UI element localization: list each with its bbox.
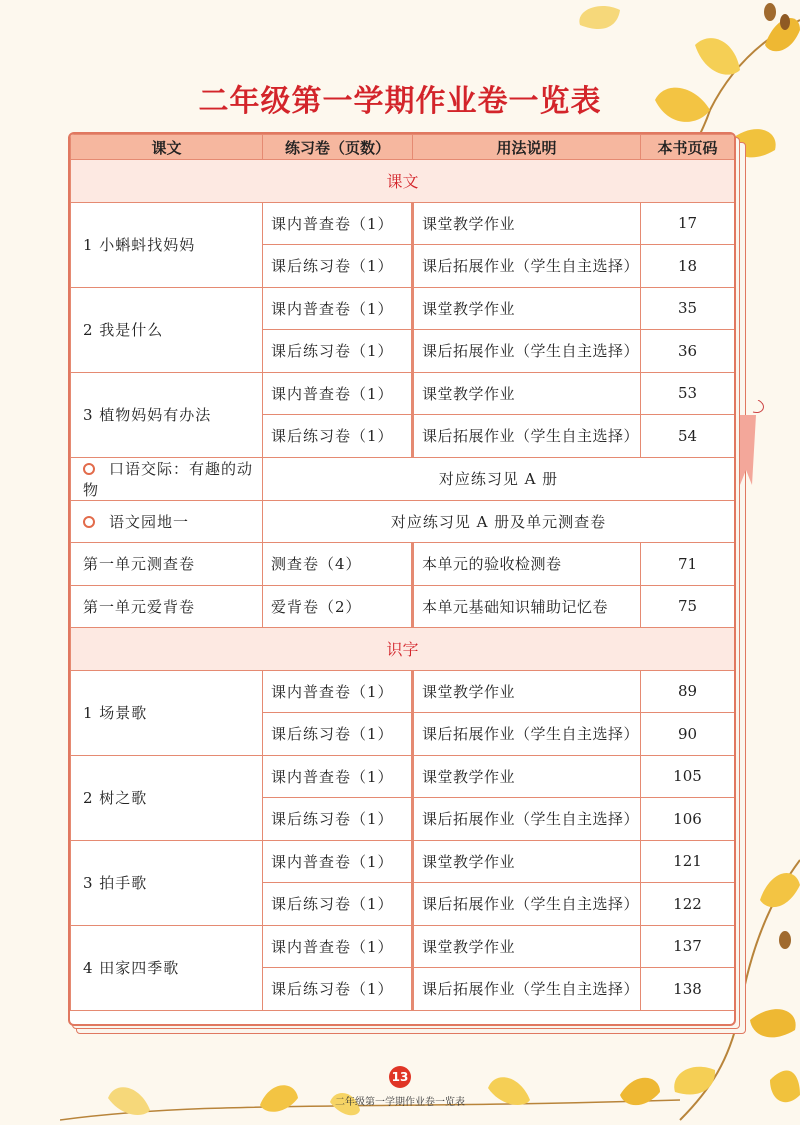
assignment-table-container (68, 132, 736, 1026)
exercise-cell: 课后练习卷（1） (263, 883, 413, 926)
exercise-cell: 课后练习卷（1） (263, 415, 413, 458)
page-cell: 53 (641, 372, 735, 415)
circle-bullet-icon (83, 463, 95, 475)
section-title: 识字 (71, 628, 735, 671)
usage-cell: 课堂教学作业 (413, 925, 641, 968)
usage-cell: 课堂教学作业 (413, 840, 641, 883)
page-cell: 106 (641, 798, 735, 841)
table-row (71, 202, 735, 245)
table-row (71, 755, 735, 798)
header-lesson: 课文 (71, 135, 263, 160)
usage-cell: 课后拓展作业（学生自主选择） (413, 968, 641, 1011)
section-row-kewen (71, 160, 735, 203)
exercise-cell: 课内普查卷（1） (263, 840, 413, 883)
note-row (71, 457, 735, 500)
exercise-cell: 爱背卷（2） (263, 585, 413, 628)
usage-cell: 课后拓展作业（学生自主选择） (413, 713, 641, 756)
page-cell: 35 (641, 287, 735, 330)
ginkgo-leaves-bottom-decoration (60, 1040, 680, 1125)
usage-cell: 课后拓展作业（学生自主选择） (413, 245, 641, 288)
header-usage: 用法说明 (413, 135, 641, 160)
lesson-name: 2 我是什么 (71, 287, 263, 372)
usage-cell: 本单元的验收检测卷 (413, 543, 641, 586)
page-cell: 75 (641, 585, 735, 628)
section-title: 课文 (71, 160, 735, 203)
usage-cell: 课后拓展作业（学生自主选择） (413, 883, 641, 926)
exercise-cell: 课后练习卷（1） (263, 245, 413, 288)
usage-cell: 本单元基础知识辅助记忆卷 (413, 585, 641, 628)
usage-cell: 课堂教学作业 (413, 372, 641, 415)
exercise-cell: 课内普查卷（1） (263, 287, 413, 330)
table-row (71, 925, 735, 968)
unit-name: 第一单元爱背卷 (71, 585, 263, 628)
page-cell: 137 (641, 925, 735, 968)
exercise-cell: 课后练习卷（1） (263, 798, 413, 841)
page-cell: 71 (641, 543, 735, 586)
page-cell: 105 (641, 755, 735, 798)
exercise-cell: 课内普查卷（1） (263, 670, 413, 713)
exercise-cell: 测查卷（4） (263, 543, 413, 586)
bookmark-tag-decoration (738, 400, 768, 490)
page-cell: 122 (641, 883, 735, 926)
lesson-name: 3 拍手歌 (71, 840, 263, 925)
lesson-name: 1 小蝌蚪找妈妈 (71, 202, 263, 287)
page-footer: 二年级第一学期作业卷一览表 (335, 1097, 465, 1108)
lesson-name: 1 场景歌 (71, 670, 263, 755)
exercise-cell: 课后练习卷（1） (263, 968, 413, 1011)
note-name: 口语交际：有趣的动物 (83, 459, 254, 499)
unit-name: 第一单元测查卷 (71, 543, 263, 586)
usage-cell: 课堂教学作业 (413, 670, 641, 713)
table-row (71, 372, 735, 415)
usage-cell: 课后拓展作业（学生自主选择） (413, 415, 641, 458)
page-cell: 89 (641, 670, 735, 713)
exercise-cell: 课内普查卷（1） (263, 755, 413, 798)
exercise-cell: 课内普查卷（1） (263, 925, 413, 968)
assignment-table (70, 134, 735, 1011)
lesson-name: 2 树之歌 (71, 755, 263, 840)
note-reference: 对应练习见 A 册 (263, 457, 735, 500)
page-title: 二年级第一学期作业卷一览表 (198, 84, 602, 119)
note-name: 语文园地一 (109, 512, 190, 531)
table-row (71, 287, 735, 330)
exercise-cell: 课后练习卷（1） (263, 330, 413, 373)
table-header-row (71, 135, 735, 160)
usage-cell: 课后拓展作业（学生自主选择） (413, 798, 641, 841)
usage-cell: 课堂教学作业 (413, 202, 641, 245)
page-cell: 17 (641, 202, 735, 245)
exercise-cell: 课内普查卷（1） (263, 372, 413, 415)
header-page: 本书页码 (641, 135, 735, 160)
exercise-cell: 课内普查卷（1） (263, 202, 413, 245)
header-exercise: 练习卷（页数） (263, 135, 413, 160)
page-cell: 138 (641, 968, 735, 1011)
unit-row (71, 543, 735, 586)
usage-cell: 课堂教学作业 (413, 755, 641, 798)
circle-bullet-icon (83, 516, 95, 528)
lesson-name: 4 田家四季歌 (71, 925, 263, 1010)
note-row (71, 500, 735, 543)
lesson-name: 3 植物妈妈有办法 (71, 372, 263, 457)
page-number-badge: 13 (389, 1066, 411, 1088)
page-cell: 121 (641, 840, 735, 883)
usage-cell: 课堂教学作业 (413, 287, 641, 330)
page-cell: 90 (641, 713, 735, 756)
usage-cell: 课后拓展作业（学生自主选择） (413, 330, 641, 373)
page-cell: 36 (641, 330, 735, 373)
note-name-cell (71, 500, 263, 543)
table-row (71, 840, 735, 883)
page-cell: 18 (641, 245, 735, 288)
note-name-cell (71, 457, 263, 500)
exercise-cell: 课后练习卷（1） (263, 713, 413, 756)
section-row-shizi (71, 628, 735, 671)
note-reference: 对应练习见 A 册及单元测查卷 (263, 500, 735, 543)
table-row (71, 670, 735, 713)
unit-row (71, 585, 735, 628)
page-cell: 54 (641, 415, 735, 458)
